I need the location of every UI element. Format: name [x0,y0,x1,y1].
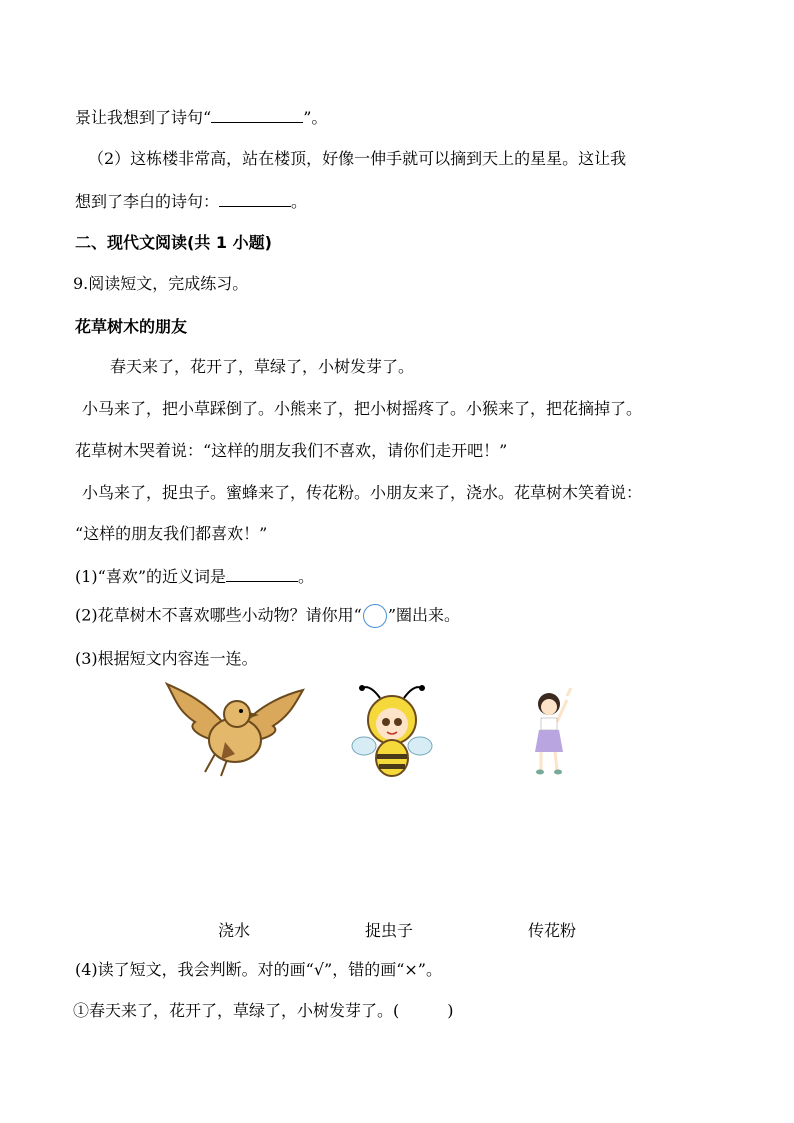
match-word-3[interactable]: 传花粉 [528,921,577,940]
bird-illustration[interactable] [165,680,305,780]
story-title: 花草树木的朋友 [75,317,188,336]
circle-symbol-icon [363,604,387,628]
story-paragraph-1: 春天来了，花开了，草绿了，小树发芽了。 [110,357,415,376]
judge-item-1: ①春天来了，花开了，草绿了，小树发芽了。( ) [73,1001,454,1020]
answer-blank[interactable] [211,106,303,123]
story-paragraph-3b: “这样的朋友我们都喜欢！” [75,524,268,543]
story-paragraph-2a: 小马来了，把小草踩倒了。小熊来了，把小树摇疼了。小猴来了，把花摘掉了。 [82,399,643,418]
story-paragraph-3a: 小鸟来了，捉虫子。蜜蜂来了，传花粉。小朋友来了，浇水。花草树木笑着说： [82,483,643,502]
answer-blank[interactable] [219,190,291,207]
section-title: 二、现代文阅读(共 1 小题) [75,233,272,252]
answer-blank[interactable] [226,565,298,582]
sub-question-1: (1)“喜欢”的近义词是 。 [75,567,315,586]
sub-question-2: (2)花草树木不喜欢哪些小动物？请你用“ ”圈出来。 [75,604,460,628]
match-word-2[interactable]: 捉虫子 [365,921,414,940]
sub-question-3: (3)根据短文内容连一连。 [75,649,258,668]
match-word-1[interactable]: 浇水 [218,921,251,940]
q8-line1: 景让我想到了诗句“ ”。 [75,108,328,127]
sub-question-4: (4)读了短文，我会判断。对的画“√”，错的画“×”。 [75,960,442,979]
story-paragraph-2b: 花草树木哭着说：“这样的朋友我们不喜欢，请你们走开吧！” [75,441,508,460]
q8-p2-line2: 想到了李白的诗句： 。 [75,192,308,211]
bee-illustration[interactable] [350,680,435,780]
q8-p2-line1: （2）这栋楼非常高，站在楼顶，好像一伸手就可以摘到天上的星星。这让我 [88,149,627,168]
girl-illustration[interactable] [527,686,579,776]
question-stem: 9.阅读短文，完成练习。 [73,274,249,293]
